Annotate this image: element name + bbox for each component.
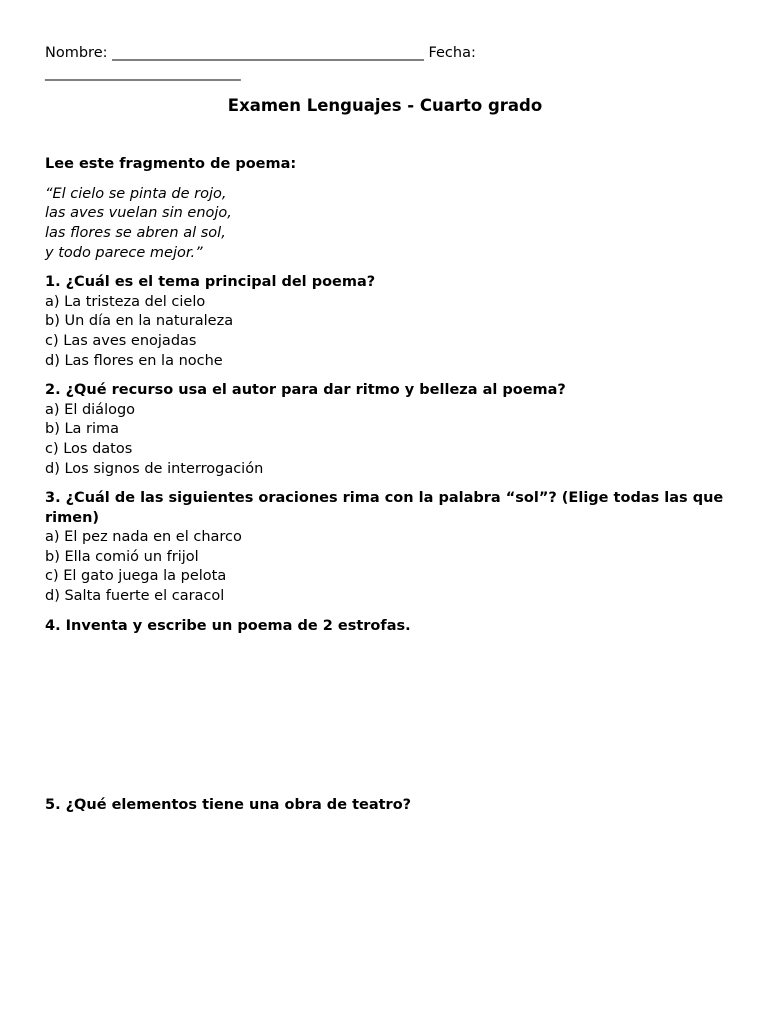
answer-option: d) Los signos de interrogación: [45, 460, 264, 477]
question-4: 4. Inventa y escribe un poema de 2 estrofas.: [45, 617, 411, 634]
answer-space: [45, 636, 725, 786]
poem-line: “El cielo se pinta de rojo,: [45, 185, 227, 202]
poem-line: las flores se abren al sol,: [45, 224, 226, 241]
reading-instruction: Lee este fragmento de poema:: [45, 156, 297, 173]
question-3-options: [45, 528, 725, 606]
answer-option: a) La tristeza del cielo: [45, 293, 206, 310]
date-blank-line: ___________________________: [45, 64, 241, 81]
answer-option: b) La rima: [45, 421, 120, 438]
poem-line: las aves vuelan sin enojo,: [45, 205, 232, 222]
answer-option: c) Las aves enojadas: [45, 332, 197, 349]
exam-page: [45, 44, 725, 816]
answer-option: d) Salta fuerte el caracol: [45, 588, 225, 605]
question-2-options: [45, 401, 725, 479]
question-1: 1. ¿Cuál es el tema principal del poema?: [45, 274, 376, 291]
answer-option: a) El pez nada en el charco: [45, 529, 242, 546]
poem-fragment: [45, 185, 725, 263]
exam-title: Examen Lenguajes - Cuarto grado: [227, 96, 543, 116]
question-5: 5. ¿Qué elementos tiene una obra de teatro?: [45, 797, 412, 814]
answer-option: a) El diálogo: [45, 401, 136, 418]
question-1-options: [45, 293, 725, 371]
answer-option: c) Los datos: [45, 440, 133, 457]
answer-option: b) Ella comió un frijol: [45, 548, 199, 565]
answer-option: d) Las flores en la noche: [45, 352, 223, 369]
poem-line: y todo parece mejor.”: [45, 244, 203, 261]
answer-option: b) Un día en la naturaleza: [45, 313, 234, 330]
question-2: 2. ¿Qué recurso usa el autor para dar ritmo y belleza al poema?: [45, 382, 566, 399]
answer-option: c) El gato juega la pelota: [45, 568, 227, 585]
name-date-line: Nombre: ___________________________________________ Fecha:: [45, 45, 476, 61]
question-3: 3. ¿Cuál de las siguientes oraciones rima con la palabra “sol”? (Elige todas las que rimen): [45, 490, 724, 526]
